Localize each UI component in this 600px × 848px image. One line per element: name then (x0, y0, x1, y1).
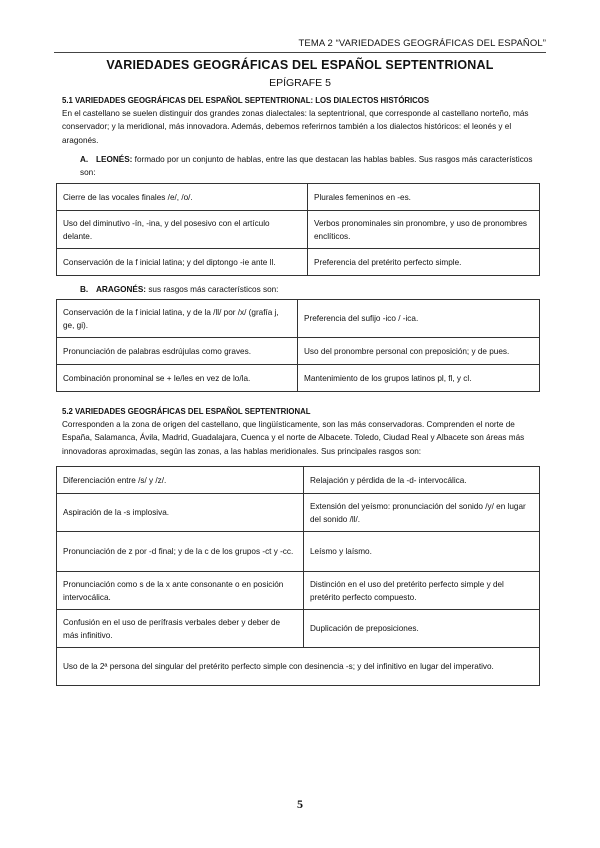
table-row (57, 300, 540, 338)
table-row (57, 648, 540, 686)
table-cell: Uso del diminutivo -ín, -ina, y del posesivo con el artículo delante. (57, 211, 308, 249)
table-row (57, 184, 540, 211)
leones-marker: A. (80, 155, 89, 164)
table-row (57, 249, 540, 276)
document-subtitle: EPÍGRAFE 5 (269, 77, 331, 89)
section-5-1-intro: En el castellano se suelen distinguir dos grandes zonas dialectales: la septentrional, que corresponde al castellano norteño, más conservador; y la meridional, más innovadora. Además, debemos referirnos también a los dialectos históricos: el leonés y el aragonés. (62, 109, 529, 145)
section-5-1-heading: 5.1 VARIEDADES GEOGRÁFICAS DEL ESPAÑOL SEPTENTRIONAL: LOS DIALECTOS HISTÓRICOS (62, 96, 430, 105)
table-row (57, 572, 540, 610)
table-row (57, 365, 540, 392)
aragones-subheading (80, 283, 540, 296)
aragones-table (56, 299, 540, 392)
leones-text: formado por un conjunto de hablas, entre las que destacan las hablas bables. Sus rasgos más característicos son: (80, 155, 533, 177)
table-cell: Leísmo y laísmo. (304, 532, 540, 572)
table-cell: Pronunciación de z por -d final; y de la c de los grupos -ct y -cc. (57, 532, 304, 572)
leones-subheading (80, 153, 540, 179)
table-cell: Cierre de las vocales finales /e/, /o/. (57, 184, 308, 211)
table-cell: Aspiración de la -s implosiva. (57, 494, 304, 532)
septentrional-table (56, 466, 540, 686)
table-row (57, 532, 540, 572)
table-cell: Distinción en el uso del pretérito perfecto simple y del pretérito perfecto compuesto. (304, 572, 540, 610)
table-row (57, 494, 540, 532)
table-row (57, 338, 540, 365)
table-row (57, 467, 540, 494)
table-cell: Pronunciación de palabras esdrújulas como graves. (57, 338, 298, 365)
section-5-2-intro: Corresponden a la zona de origen del castellano, que lingüísticamente, son las más conservadoras. Comprenden el norte de España, Salamanca, Ávila, Madrid, Guadalajara, Cuenca y el norte de Albacete. Toledo, Ciudad Real y Albacete son áreas más innovadoras aproximadas, según las zonas, a las hablas meridionales. Sus principales rasgos son: (62, 420, 525, 456)
table-cell: Uso del pronombre personal con preposición; y de pues. (298, 338, 540, 365)
table-cell: Mantenimiento de los grupos latinos pl, fl, y cl. (298, 365, 540, 392)
table-cell: Plurales femeninos en -es. (308, 184, 540, 211)
table-cell: Duplicación de preposiciones. (304, 610, 540, 648)
table-cell: Extensión del yeísmo: pronunciación del sonido /y/ en lugar del sonido /ll/. (304, 494, 540, 532)
table-cell: Diferenciación entre /s/ y /z/. (57, 467, 304, 494)
table-cell: Confusión en el uso de perífrasis verbales deber y deber de más infinitivo. (57, 610, 304, 648)
aragones-text: sus rasgos más característicos son: (146, 285, 279, 294)
header-rule (54, 52, 546, 53)
table-row (57, 211, 540, 249)
table-cell: Preferencia del sufijo -ico / -ica. (298, 300, 540, 338)
table-cell: Conservación de la f inicial latina; y del diptongo -ie ante ll. (57, 249, 308, 276)
section-5-2-heading: 5.2 VARIEDADES GEOGRÁFICAS DEL ESPAÑOL SEPTENTRIONAL (62, 407, 311, 416)
aragones-marker: B. (80, 285, 89, 294)
document-title: VARIEDADES GEOGRÁFICAS DEL ESPAÑOL SEPTENTRIONAL (106, 58, 494, 72)
running-header: TEMA 2 “VARIEDADES GEOGRÁFICAS DEL ESPAÑOL” (298, 38, 546, 49)
leones-table (56, 183, 540, 276)
table-cell: Combinación pronominal se + le/les en vez de lo/la. (57, 365, 298, 392)
table-row (57, 610, 540, 648)
table-cell: Pronunciación como s de la x ante consonante o en posición intervocálica. (57, 572, 304, 610)
table-cell-full-width: Uso de la 2ª persona del singular del pretérito perfecto simple con desinencia -s; y del infinitivo en lugar del imperativo. (57, 648, 540, 686)
table-cell: Conservación de la f inicial latina, y de la /ll/ por /x/ (grafía j, ge, gi). (57, 300, 298, 338)
aragones-label: ARAGONÉS: (96, 285, 147, 294)
page-number: 5 (297, 797, 303, 811)
table-cell: Relajación y pérdida de la -d- intervocálica. (304, 467, 540, 494)
leones-label: LEONÉS: (96, 155, 133, 164)
table-cell: Verbos pronominales sin pronombre, y uso de pronombres enclíticos. (308, 211, 540, 249)
table-cell: Preferencia del pretérito perfecto simple. (308, 249, 540, 276)
